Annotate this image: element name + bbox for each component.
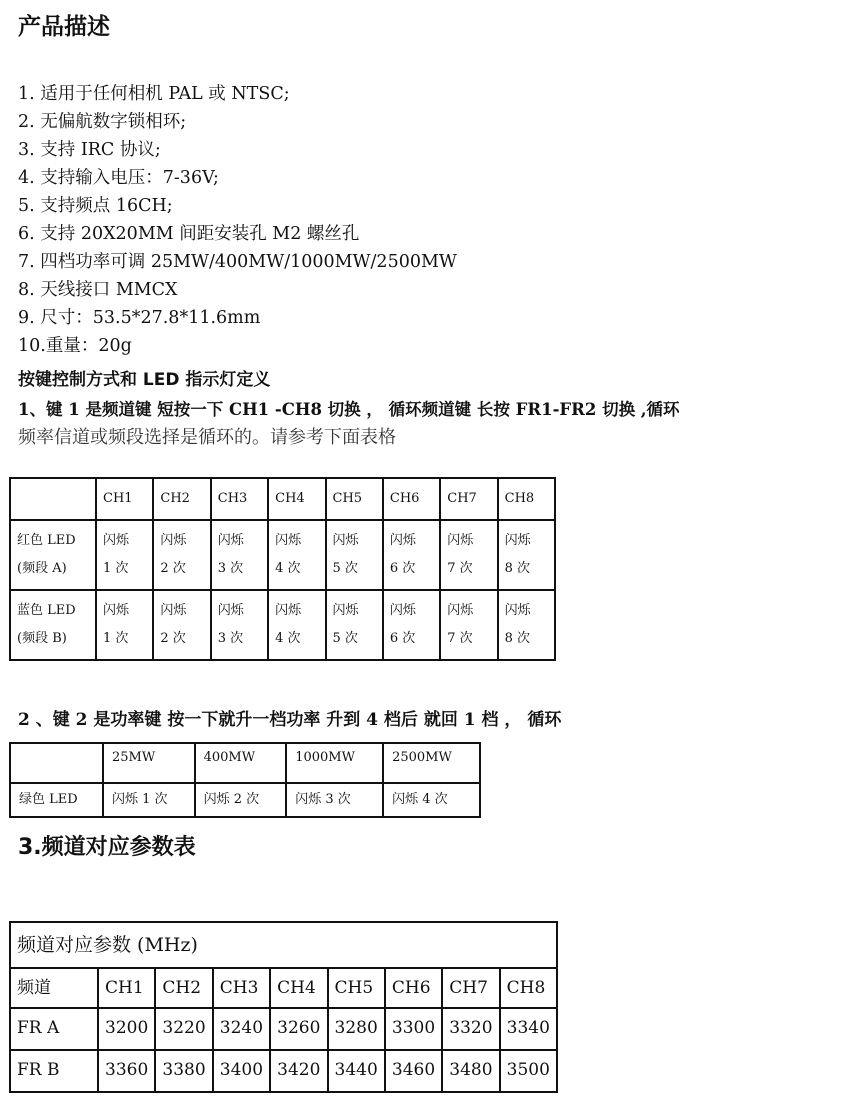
- header-cell: CH8: [500, 968, 557, 1008]
- header-cell: 400MW: [195, 743, 287, 783]
- spec-item: 5. 支持频点 16CH;: [18, 196, 173, 216]
- freq-heading: 3.频道对应参数表: [18, 835, 196, 860]
- row-label: FR A: [10, 1008, 98, 1050]
- freq-cell: 3200: [98, 1008, 155, 1050]
- header-cell: CH2: [153, 478, 210, 520]
- header-cell: CH5: [326, 478, 383, 520]
- header-cell: 2500MW: [383, 743, 480, 783]
- header-cell: CH1: [98, 968, 155, 1008]
- spec-item: 7. 四档功率可调 25MW/400MW/1000MW/2500MW: [18, 252, 457, 272]
- row-label: 红色 LED (频段 A): [10, 520, 96, 590]
- freq-cell: 3360: [98, 1050, 155, 1092]
- freq-cell: 3280: [328, 1008, 385, 1050]
- header-cell: 频道: [10, 968, 98, 1008]
- spec-item: 10.重量：20g: [18, 336, 132, 356]
- blink-cell: 闪烁 4 次: [268, 590, 325, 660]
- header-cell: [10, 743, 103, 783]
- key1-note: 频率信道或频段选择是循环的。请参考下面表格: [18, 427, 396, 448]
- table-row: [10, 1008, 557, 1050]
- header-cell: CH2: [155, 968, 212, 1008]
- header-cell: CH5: [328, 968, 385, 1008]
- blink-cell: 闪烁 5 次: [326, 590, 383, 660]
- freq-cell: 3340: [500, 1008, 557, 1050]
- blink-cell: 闪烁 8 次: [498, 520, 555, 590]
- header-cell: CH3: [213, 968, 270, 1008]
- blink-cell: 闪烁 6 次: [383, 590, 440, 660]
- blink-cell: 闪烁 2 次: [195, 783, 287, 817]
- spec-item: 8. 天线接口 MMCX: [18, 280, 178, 300]
- spec-item: 9. 尺寸：53.5*27.8*11.6mm: [18, 308, 261, 328]
- table-row: [10, 783, 480, 817]
- freq-cell: 3300: [385, 1008, 442, 1050]
- freq-cell: 3480: [442, 1050, 499, 1092]
- row-label: 蓝色 LED (频段 B): [10, 590, 96, 660]
- table-row: [10, 520, 555, 590]
- led-heading: 按键控制方式和 LED 指示灯定义: [18, 370, 271, 390]
- row-label: 绿色 LED: [10, 783, 103, 817]
- page-title: 产品描述: [18, 14, 110, 40]
- blink-cell: 闪烁 7 次: [440, 590, 497, 660]
- freq-cell: 3260: [270, 1008, 327, 1050]
- header-cell: CH6: [385, 968, 442, 1008]
- header-cell: CH6: [383, 478, 440, 520]
- blink-cell: 闪烁 3 次: [286, 783, 383, 817]
- blink-cell: 闪烁 2 次: [153, 520, 210, 590]
- freq-cell: 3220: [155, 1008, 212, 1050]
- table-row: [10, 1050, 557, 1092]
- key2-description: 2 、键 2 是功率键 按一下就升一档功率 升到 4 档后 就回 1 档 ， 循环: [18, 710, 562, 730]
- header-cell: 25MW: [103, 743, 195, 783]
- spec-item: 3. 支持 IRC 协议;: [18, 140, 161, 160]
- blink-cell: 闪烁 2 次: [153, 590, 210, 660]
- header-cell: CH8: [498, 478, 555, 520]
- led-channel-table: [9, 477, 556, 661]
- blink-cell: 闪烁 6 次: [383, 520, 440, 590]
- key1-description: 1、键 1 是频道键 短按一下 CH1 -CH8 切换 ， 循环频道键 长按 FR1-FR2 切换 ,循环: [18, 400, 680, 419]
- freq-cell: 3380: [155, 1050, 212, 1092]
- blink-cell: 闪烁 1 次: [103, 783, 195, 817]
- spec-item: 1. 适用于任何相机 PAL 或 NTSC;: [18, 84, 290, 104]
- blink-cell: 闪烁 7 次: [440, 520, 497, 590]
- blink-cell: 闪烁 8 次: [498, 590, 555, 660]
- frequency-table: [9, 921, 558, 1093]
- header-cell: 1000MW: [286, 743, 383, 783]
- freq-cell: 3320: [442, 1008, 499, 1050]
- spec-item: 2. 无偏航数字锁相环;: [18, 112, 187, 132]
- header-cell: CH7: [442, 968, 499, 1008]
- table-row: [10, 590, 555, 660]
- blink-cell: 闪烁 5 次: [326, 520, 383, 590]
- freq-cell: 3440: [328, 1050, 385, 1092]
- spec-item: 4. 支持输入电压：7-36V;: [18, 168, 219, 188]
- header-cell: [10, 478, 96, 520]
- blink-cell: 闪烁 4 次: [268, 520, 325, 590]
- blink-cell: 闪烁 3 次: [211, 520, 268, 590]
- blink-cell: 闪烁 3 次: [211, 590, 268, 660]
- row-label: FR B: [10, 1050, 98, 1092]
- header-cell: CH3: [211, 478, 268, 520]
- header-cell: CH4: [270, 968, 327, 1008]
- spec-item: 6. 支持 20X20MM 间距安装孔 M2 螺丝孔: [18, 224, 360, 244]
- blink-cell: 闪烁 4 次: [383, 783, 480, 817]
- freq-cell: 3240: [213, 1008, 270, 1050]
- freq-cell: 3420: [270, 1050, 327, 1092]
- header-cell: CH1: [96, 478, 153, 520]
- freq-cell: 3400: [213, 1050, 270, 1092]
- freq-cell: 3460: [385, 1050, 442, 1092]
- blink-cell: 闪烁 1 次: [96, 590, 153, 660]
- header-cell: CH4: [268, 478, 325, 520]
- header-cell: CH7: [440, 478, 497, 520]
- table-caption: 频道对应参数 (MHz): [10, 922, 557, 968]
- freq-cell: 3500: [500, 1050, 557, 1092]
- blink-cell: 闪烁 1 次: [96, 520, 153, 590]
- spec-list: [18, 80, 457, 360]
- power-table: [9, 742, 481, 818]
